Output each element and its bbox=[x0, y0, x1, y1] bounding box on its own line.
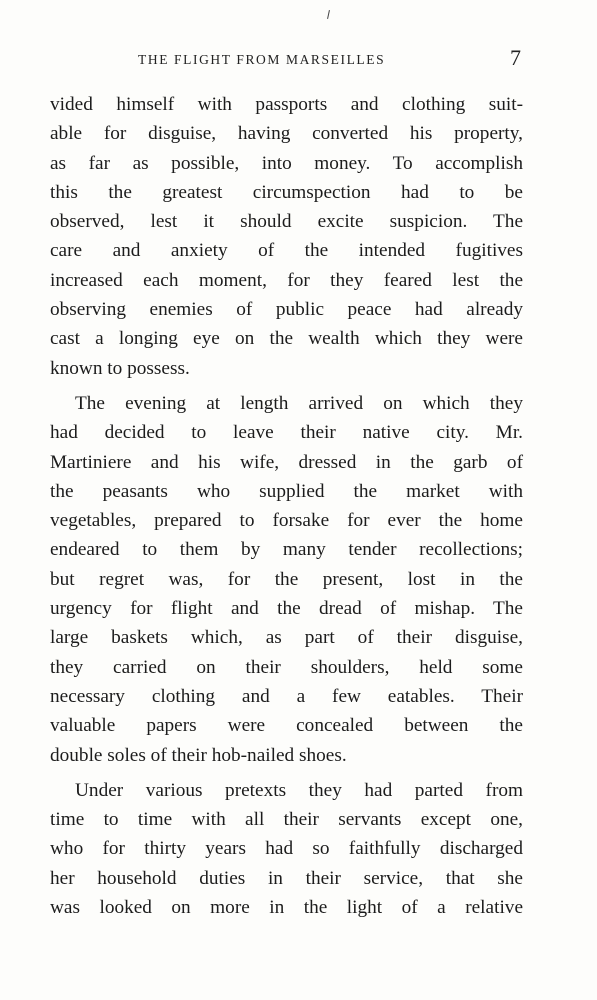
text-line: the peasants who supplied the market with bbox=[50, 480, 523, 502]
text-line: had decided to leave their native city. Mr. bbox=[50, 422, 523, 444]
text-line: as far as possible, into money. To accomplish bbox=[50, 152, 523, 174]
text-line: valuable papers were concealed between the bbox=[50, 715, 523, 737]
text-line: time to time with all their servants except one, bbox=[50, 809, 523, 831]
text-line: Martiniere and his wife, dressed in the garb of bbox=[50, 451, 523, 473]
text-line: vided himself with passports and clothing suit- bbox=[50, 94, 523, 115]
text-line: this the greatest circumspection had to be bbox=[50, 181, 523, 203]
text-line: necessary clothing and a few eatables. Their bbox=[50, 685, 523, 707]
running-head bbox=[50, 45, 530, 72]
text-line: who for thirty years had so faithfully discharged bbox=[50, 838, 523, 860]
text-line: endeared to them by many tender recollections; bbox=[50, 539, 523, 561]
text-line: increased each moment, for they feared lest the bbox=[50, 269, 523, 291]
text-line: double soles of their hob-nailed shoes. bbox=[50, 744, 347, 766]
text-line: they carried on their shoulders, held some bbox=[50, 656, 523, 678]
page-number: 7 bbox=[510, 45, 521, 70]
paragraph bbox=[50, 90, 523, 383]
ink-speck bbox=[327, 10, 330, 19]
text-line: her household duties in their service, that she bbox=[50, 867, 523, 889]
text-line: was looked on more in the light of a relative bbox=[50, 897, 523, 919]
paragraph bbox=[50, 389, 523, 770]
text-line: cast a longing eye on the wealth which they were bbox=[50, 328, 523, 350]
text-line: known to possess. bbox=[50, 357, 190, 379]
text-line: able for disguise, having converted his property, bbox=[50, 123, 523, 145]
text-line: urgency for flight and the dread of mishap. The bbox=[50, 598, 523, 620]
running-head-title: THE FLIGHT FROM MARSEILLES bbox=[138, 52, 386, 67]
text-line: large baskets which, as part of their disguise, bbox=[50, 627, 523, 649]
paragraph bbox=[50, 776, 523, 922]
text-line: vegetables, prepared to forsake for ever the home bbox=[50, 510, 523, 532]
text-line: but regret was, for the present, lost in the bbox=[50, 568, 523, 590]
text-line: The evening at length arrived on which they bbox=[75, 392, 523, 414]
body-text bbox=[50, 90, 523, 928]
text-line: observing enemies of public peace had already bbox=[50, 299, 523, 321]
text-line: observed, lest it should excite suspicion. The bbox=[50, 211, 523, 233]
text-line: care and anxiety of the intended fugitives bbox=[50, 240, 523, 262]
text-line: Under various pretexts they had parted from bbox=[75, 779, 523, 801]
